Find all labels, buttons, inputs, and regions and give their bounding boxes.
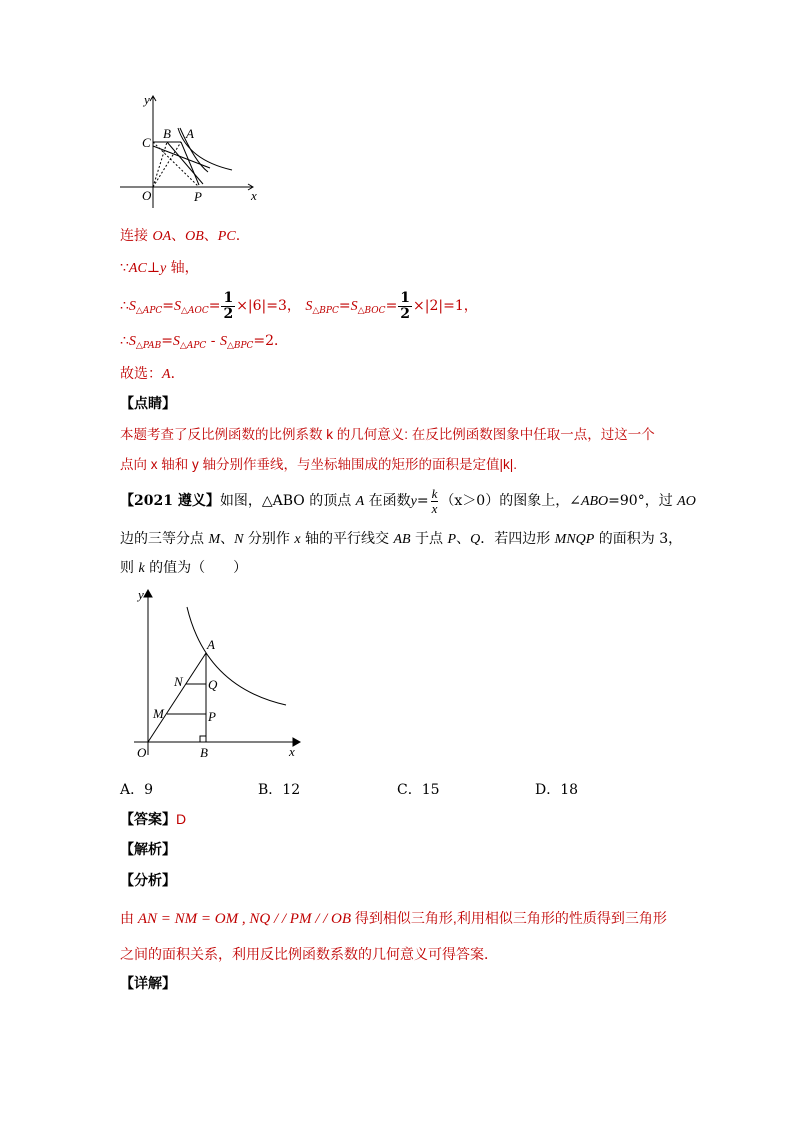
- xiangjie-title: 【详解】: [120, 976, 176, 992]
- question-line-3: 则 k 的值为（ ）: [120, 560, 248, 576]
- fig2-label-p: P: [208, 709, 216, 724]
- question-line-2: 边的三等分点 M、N 分别作 x 轴的平行线交 AB 于点 P、Q．若四边形 MNQP 的面积为 3，: [120, 531, 683, 547]
- dianjing-para-2: 点向 x 轴和 y 轴分别作垂线，与坐标轴围成的矩形的面积是定值|k|.: [120, 457, 518, 472]
- fenxi-title: 【分析】: [120, 873, 176, 889]
- fig2-label-a: A: [207, 637, 215, 652]
- fig1-label-a: A: [186, 126, 194, 141]
- fig2-label-n: N: [174, 674, 183, 689]
- solution-line-2: ∵AC⊥y 轴，: [120, 260, 199, 276]
- fig2-label-m: M: [153, 706, 164, 721]
- fig1-label-c: C: [142, 135, 151, 150]
- dianjing-para-1: 本题考查了反比例函数的比例系数 k 的几何意义: 在反比例函数图象中任取一点，过这一个: [120, 427, 655, 442]
- dianjing-title: 【点睛】: [120, 396, 176, 412]
- figure-1-graph: [115, 90, 275, 215]
- choice-a: A．9: [120, 782, 154, 798]
- fig1-label-x: x: [251, 188, 257, 203]
- solution-line-4: $\therefore S_{\triangle PAB}=S_{\triangle APC} - S_{\triangle BPC}=2$．: [120, 333, 289, 351]
- fraction-k-over-x: $\frac{k}{x}$: [431, 485, 438, 516]
- fig2-label-o: O: [137, 745, 147, 760]
- fraction-one-half-2: $\frac{1}{2}$: [400, 289, 411, 322]
- fig1-label-y: y: [144, 92, 150, 107]
- choice-b: B．12: [258, 782, 301, 798]
- fig2-label-b: B: [200, 745, 208, 760]
- solution-line-3: $\therefore S_{\triangle APC}=S_{\triangle AOC}=$ $\frac{1}{2}$ ×|6|=3， $S_{\triangle BPC}=S_{\triangle BOC}=$ $\frac{1}{2}$ ×|2|=1，: [120, 289, 478, 322]
- fraction-one-half: $\frac{1}{2}$: [223, 289, 234, 322]
- fig1-label-p: P: [194, 189, 202, 204]
- question-line-1: 【2021 遵义】如图，△ABO 的顶点 A 在函数y= $\frac{k}{x}$ （x＞0）的图象上，∠ABO=90°，过 AO: [120, 485, 696, 516]
- analysis-para-1: 由 AN = NM = OM , NQ / / PM / / OB 得到相似三角形,利用相似三角形的性质得到三角形: [120, 910, 667, 927]
- figure-2-graph: [128, 585, 308, 765]
- fig2-label-y: y: [138, 587, 144, 602]
- choice-c: C．15: [397, 782, 440, 798]
- fig1-label-b: B: [163, 126, 171, 141]
- fig1-label-o: O: [142, 188, 152, 203]
- solution-line-1: 连接 OA、OB、PC.: [120, 228, 241, 244]
- fig2-label-x: x: [289, 744, 295, 759]
- fig2-label-q: Q: [208, 677, 218, 692]
- jiexi-title: 【解析】: [120, 842, 176, 858]
- choice-d: D．18: [535, 782, 579, 798]
- solution-line-5: 故选：A．: [120, 366, 185, 382]
- answer-line: 【答案】D: [120, 811, 187, 828]
- analysis-para-2: 之间的面积关系，利用反比例函数系数的几何意义可得答案．: [120, 946, 498, 962]
